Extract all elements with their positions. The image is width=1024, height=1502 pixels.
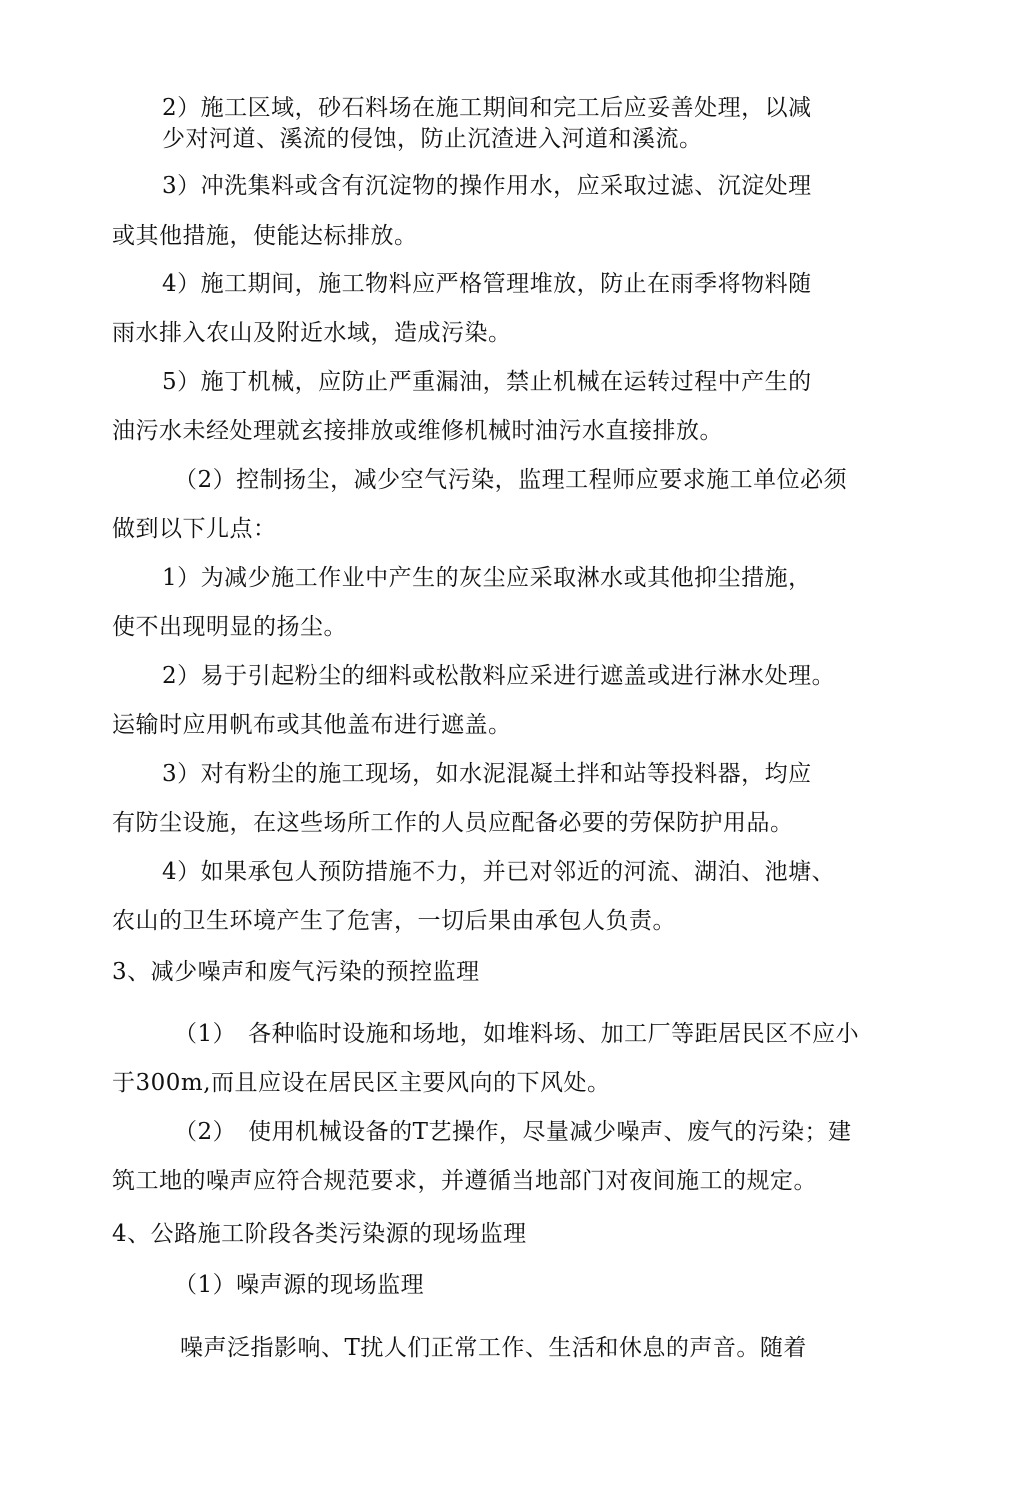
section-heading: 3、减少噪声和废气污染的预控监理 [112, 959, 480, 985]
text-line: 2）易于引起粉尘的细料或松散料应采进行遮盖或进行淋水处理。 [162, 663, 836, 689]
text-line: 4）如果承包人预防措施不力，并已对邻近的河流、湖泊、池塘、 [162, 859, 836, 885]
text-line: 少对河道、溪流的侵蚀，防止沉渣进入河道和溪流。 [162, 126, 703, 152]
text-line: 5）施丁机械，应防止严重漏油，禁止机械在运转过程中产生的 [162, 369, 812, 395]
text-line: 运输时应用帆布或其他盖布进行遮盖。 [112, 712, 512, 738]
text-line: 噪声泛指影响、T扰人们正常工作、生活和休息的声音。随着 [180, 1335, 807, 1361]
section-heading: 4、公路施工阶段各类污染源的现场监理 [112, 1221, 527, 1247]
text-line: 1）为减少施工作业中产生的灰尘应采取淋水或其他抑尘措施， [162, 565, 812, 591]
text-line: 雨水排入农山及附近水域，造成污染。 [112, 320, 512, 346]
text-line: 3）冲洗集料或含有沉淀物的操作用水，应采取过滤、沉淀处理 [162, 173, 812, 199]
text-line: 油污水未经处理就玄接排放或维修机械时油污水直接排放。 [112, 418, 723, 444]
text-line: 或其他措施，使能达标排放。 [112, 223, 418, 249]
text-line: （2） 使用机械设备的T艺操作，尽量减少噪声、废气的污染；建 [174, 1119, 852, 1145]
text-line: 做到以下儿点： [112, 516, 277, 542]
text-line: 筑工地的噪声应符合规范要求，并遵循当地部门对夜间施工的规定。 [112, 1168, 817, 1194]
text-line: 2）施工区域，砂石料场在施工期间和完工后应妥善处理，以减 [162, 95, 812, 121]
text-line: 使不出现明显的扬尘。 [112, 614, 347, 640]
text-line: （2）控制扬尘，减少空气污染，监理工程师应要求施工单位必须 [174, 467, 848, 493]
text-line: 农山的卫生环境产生了危害，一切后果由承包人负责。 [112, 908, 676, 934]
subsection-heading: （1）噪声源的现场监理 [174, 1272, 425, 1298]
text-line: （1） 各种临时设施和场地，如堆料场、加工厂等距居民区不应小 [174, 1021, 860, 1047]
text-line: 3）对有粉尘的施工现场，如水泥混凝土拌和站等投料器，均应 [162, 761, 812, 787]
text-line: 有防尘设施，在这些场所工作的人员应配备必要的劳保防护用品。 [112, 810, 794, 836]
text-line: 4）施工期间，施工物料应严格管理堆放，防止在雨季将物料随 [162, 271, 812, 297]
text-line: 于300m,而且应设在居民区主要风向的下风处。 [112, 1070, 611, 1096]
